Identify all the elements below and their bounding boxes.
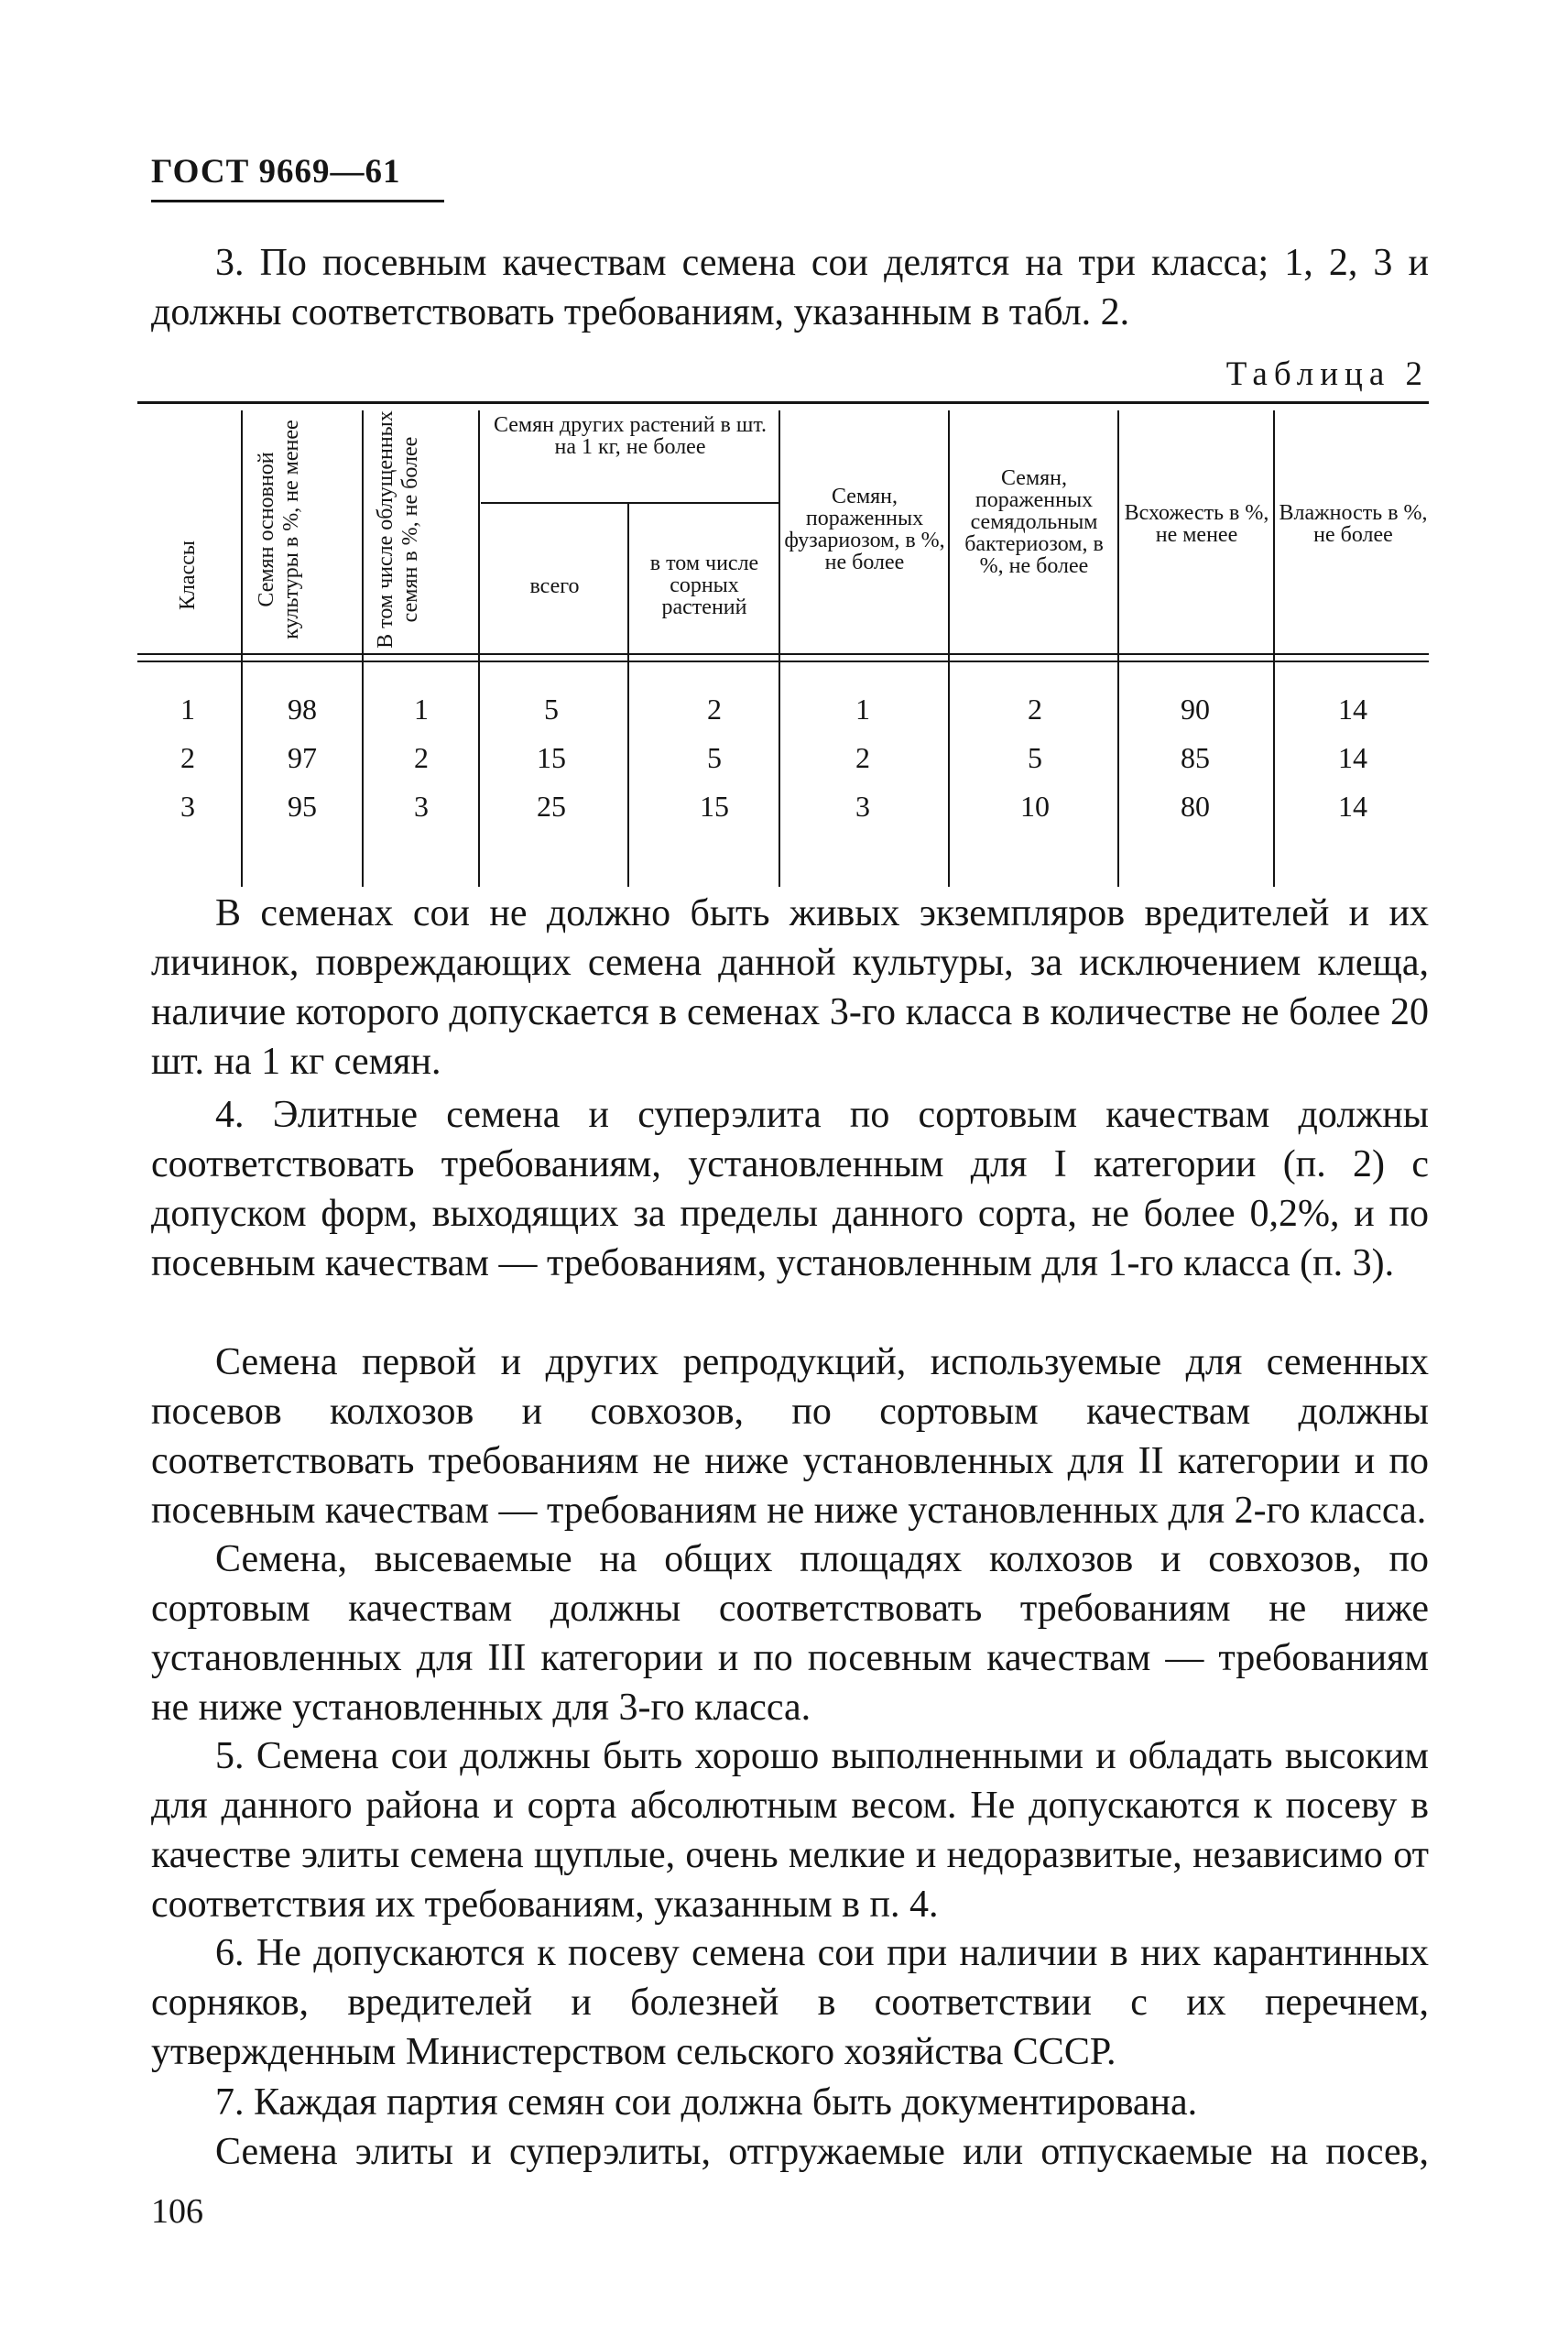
col-sep: [779, 410, 780, 887]
table-header-rule: [137, 653, 1429, 655]
cell-husked: 3: [414, 790, 429, 823]
standard-title: ГОСТ 9669—61: [151, 153, 401, 191]
header-total: всего: [529, 574, 580, 598]
cell-husked: 1: [414, 693, 429, 726]
col-sep: [1273, 410, 1275, 887]
paragraph-3: 3. По посевным качествам семена сои делятся на три класса; 1, 2, 3 и должны соответствовать требованиям, указанным в табл. 2.: [151, 242, 1429, 333]
col-sep: [362, 410, 364, 887]
cell-main-culture: 97: [288, 741, 317, 774]
table-caption: Таблица 2: [1225, 355, 1429, 393]
header-germination: Всхожесть в %, не менее: [1124, 501, 1269, 547]
cell-fusarium: 2: [855, 741, 870, 774]
cell-weeds: 2: [707, 693, 722, 726]
col-sep: [627, 502, 629, 887]
cell-husked: 2: [414, 741, 429, 774]
cell-class: 2: [180, 741, 195, 774]
header-other-plants: Семян других растений в шт. на 1 кг, не более: [493, 413, 768, 459]
cell-germination: 90: [1181, 693, 1210, 726]
header-fusarium: Семян, пораженных фузариозом, в %, не более: [784, 485, 945, 574]
header-bacteriosis: Семян, пораженных семядольным бактериозом, в %, не более: [964, 466, 1104, 578]
table-header-rule-2: [137, 661, 1429, 662]
paragraph-4c: Семена, высеваемые на общих площадях колхозов и совхозов, по сортовым качествам должны соответствовать требованиям не ниже установленных для III категории и по посевным качествам — требованиям не ниже установленных для 3-го класса.: [151, 1538, 1429, 1729]
col-sep: [478, 410, 480, 887]
paragraph-4b: Семена первой и других репродукций, используемые для семенных посевов колхозов и совхозов, по сортовым качествам должны соответствовать требованиям не ниже установленных для II категории и по посевным качествам — требованиям не ниже установленных для 2-го класса.: [151, 1341, 1429, 1532]
header-moisture: Влажность в %, не более: [1279, 501, 1428, 547]
cell-weeds: 15: [700, 790, 729, 823]
cell-class: 3: [180, 790, 195, 823]
col-sep: [948, 410, 950, 887]
cell-bacteriosis: 10: [1020, 790, 1050, 823]
paragraph-4: 4. Элитные семена и суперэлита по сортовым качествам должны соответствовать требованиям, установленным для I категории (п. 2) с допуском форм, выходящих за пределы данного сорта, не более 0,2%, и по посевным качествам — требованиям, установленным для 1-го класса (п. 3).: [151, 1094, 1429, 1284]
header-rule: [151, 200, 444, 202]
cell-bacteriosis: 5: [1028, 741, 1042, 774]
cell-germination: 85: [1181, 741, 1210, 774]
col-sep: [241, 410, 243, 887]
header-husked: В том числе облущенных семян в %, не более: [374, 410, 422, 649]
cell-class: 1: [180, 693, 195, 726]
cell-germination: 80: [1181, 790, 1210, 823]
cell-moisture: 14: [1338, 741, 1367, 774]
paragraph-7: 7. Каждая партия семян сои должна быть документирована.: [215, 2081, 1198, 2124]
col-sep: [1117, 410, 1119, 887]
header-classes: Классы: [176, 540, 200, 611]
seed-quality-table: [137, 401, 1429, 878]
cell-moisture: 14: [1338, 790, 1367, 823]
cell-total: 5: [544, 693, 559, 726]
cell-bacteriosis: 2: [1028, 693, 1042, 726]
page-number: 106: [151, 2192, 203, 2231]
paragraph-pests: В семенах сои не должно быть живых экземпляров вредителей и их личинок, повреждающих семена данной культуры, за исключением клеща, наличие которого допускается в семенах 3-го класса в количестве не более 20 шт. на 1 кг семян.: [151, 892, 1429, 1083]
header-weeds: в том числе сорных растений: [649, 551, 759, 619]
table-top-rule: [137, 401, 1429, 404]
cell-weeds: 5: [707, 741, 722, 774]
cell-total: 15: [537, 741, 566, 774]
cell-main-culture: 98: [288, 693, 317, 726]
header-main-culture: Семян основной культуры в %, не менее: [255, 420, 303, 639]
paragraph-7b: Семена элиты и суперэлиты, отгружаемые или отпускаемые на посев,: [215, 2131, 1429, 2173]
cell-moisture: 14: [1338, 693, 1367, 726]
cell-fusarium: 3: [855, 790, 870, 823]
cell-main-culture: 95: [288, 790, 317, 823]
paragraph-5: 5. Семена сои должны быть хорошо выполненными и обладать высоким для данного района и сорта абсолютным весом. Не допускаются к посеву в качестве элиты семена щуплые, очень мелкие и недоразвитые, независимо от соответствия их требованиям, указанным в п. 4.: [151, 1735, 1429, 1926]
cell-fusarium: 1: [855, 693, 870, 726]
subheader-rule: [481, 502, 779, 504]
paragraph-6: 6. Не допускаются к посеву семена сои при наличии в них карантинных сорняков, вредителей и болезней в соответствии с их перечнем, утвержденным Министерством сельского хозяйства СССР.: [151, 1932, 1429, 2073]
cell-total: 25: [537, 790, 566, 823]
